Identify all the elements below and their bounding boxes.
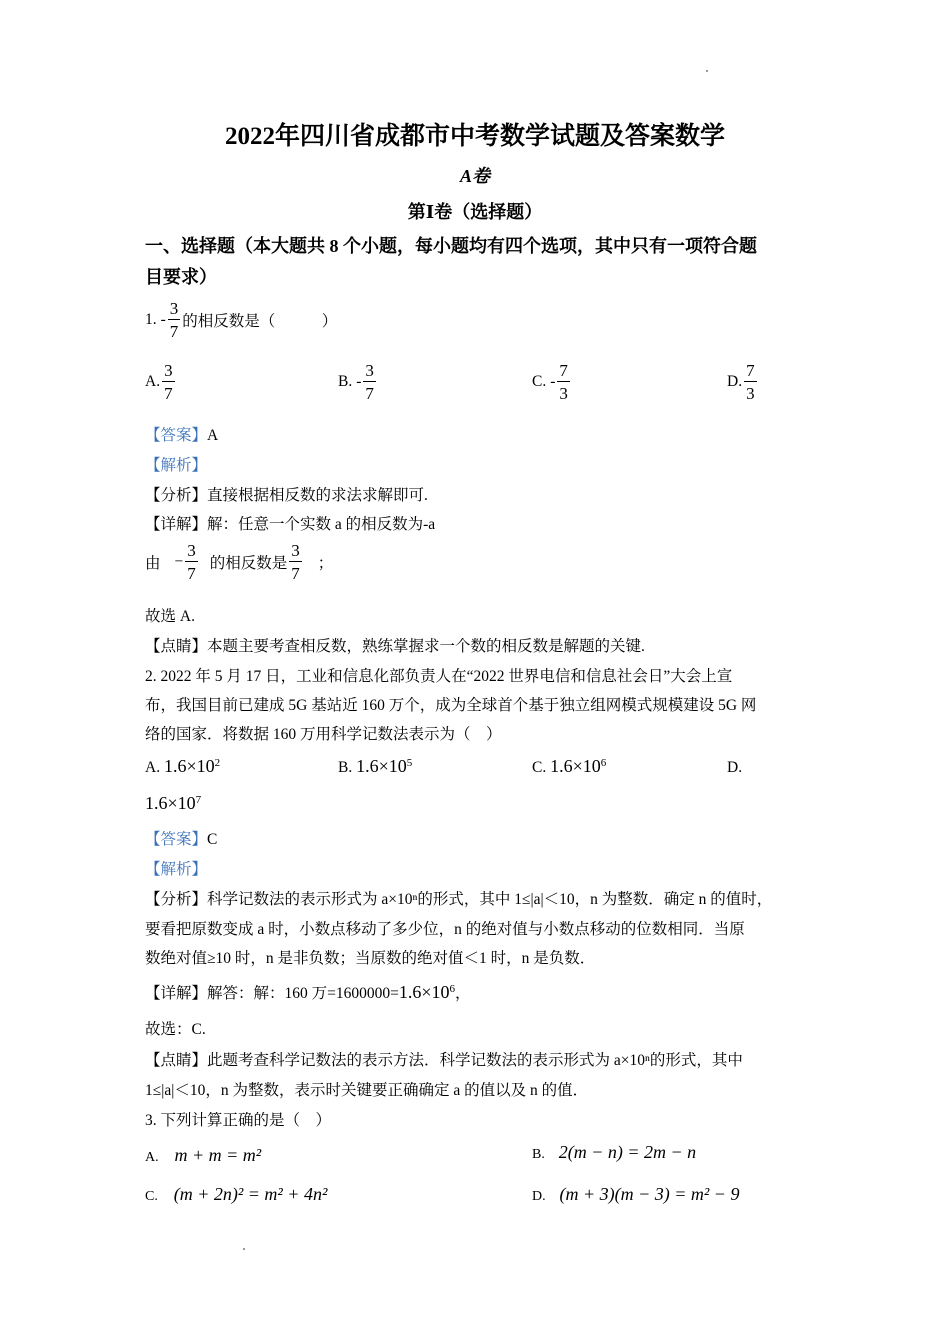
q1-numerator: 3	[169, 299, 179, 318]
option-expr: (m + 2n)² = m² + 4n²	[173, 1184, 328, 1204]
q1-analysis-tag: 【解析】	[145, 457, 208, 474]
q2-analysis-tag: 【解析】	[145, 861, 208, 878]
q2-xiangjie	[145, 981, 471, 1003]
option-denominator: 3	[746, 384, 755, 403]
q1-option-c	[532, 362, 572, 402]
q1-you: 由	[145, 555, 161, 572]
option-denominator: 7	[365, 384, 374, 403]
q1-option-b	[338, 362, 378, 402]
option-fraction	[363, 362, 376, 402]
q2-option-d-label: D.	[727, 759, 743, 776]
option-sign: -	[550, 373, 556, 390]
option-expr: 1.6×10	[356, 756, 407, 776]
option-expr: (m + 3)(m − 3) = m² − 9	[559, 1184, 740, 1204]
option-label: D.	[532, 1189, 546, 1204]
answer-value: A	[207, 427, 219, 444]
q2-xiangjie-math: 1.6×10	[398, 982, 450, 1002]
option-denominator: 3	[559, 384, 568, 403]
q1-fenxi: 【分析】直接根据相反数的求法求解即可.	[145, 487, 428, 504]
option-label: B.	[338, 759, 353, 776]
option-expr: 2(m − n) = 2m − n	[558, 1142, 697, 1162]
q1-mid-text: 的相反数是	[209, 555, 288, 572]
option-label: D.	[727, 373, 743, 390]
q3-stem: 3. 下列计算正确的是（ ）	[145, 1112, 332, 1129]
q1-derivation-fraction-2	[289, 542, 302, 582]
option-fraction	[162, 362, 175, 402]
q2-stem-line2: 布，我国目前已建成 5G 基站近 160 万个，成为全球首个基于独立组网模式规模建设 5G 网	[145, 697, 757, 714]
q1-minus: -	[160, 311, 166, 328]
q2-option-a	[145, 756, 220, 777]
option-label: C.	[532, 759, 547, 776]
option-fraction	[557, 362, 570, 402]
option-numerator: 7	[559, 361, 568, 380]
option-numerator: 3	[164, 361, 173, 380]
option-numerator: 7	[746, 361, 755, 380]
q3-option-d	[532, 1184, 739, 1205]
numerator: 3	[187, 541, 196, 560]
option-label: C.	[145, 1189, 158, 1204]
q2-xiangjie-end: ，	[455, 985, 471, 1002]
option-label: A.	[145, 373, 161, 390]
q1-dianjing: 【点睛】本题主要考查相反数，熟练掌握求一个数的相反数是解题的关键.	[145, 638, 645, 655]
option-label: B.	[532, 1147, 545, 1162]
part-label: 第Ⅰ卷（选择题）	[407, 202, 543, 222]
option-denominator: 7	[164, 384, 173, 403]
option-exp: 5	[406, 756, 413, 769]
q1-denominator: 7	[169, 322, 179, 341]
option-expr: 1.6×10	[163, 756, 215, 776]
denominator: 7	[291, 564, 300, 583]
option-exp: 7	[195, 793, 202, 806]
option-expr: 1.6×10	[550, 756, 601, 776]
q2-guxuan: 故选：C.	[145, 1021, 206, 1038]
q2-option-d	[145, 793, 201, 814]
page-mark-top	[706, 70, 708, 72]
q2-option-b	[338, 756, 412, 777]
q1-stem-text: 的相反数是（ ）	[182, 313, 338, 330]
question-1-stem	[145, 300, 337, 340]
option-sign: -	[356, 373, 362, 390]
q2-stem-line1: 2. 2022 年 5 月 17 日，工业和信息化部负责人在“2022 世界电信和信息社会日”大会上宣	[145, 668, 733, 685]
option-label: A.	[145, 1150, 159, 1165]
section-heading-line2: 目要求）	[145, 267, 217, 287]
q1-fraction	[168, 300, 181, 340]
option-label: A.	[145, 759, 161, 776]
denominator: 7	[187, 564, 196, 583]
page-mark-bottom	[243, 1248, 245, 1250]
q2-fenxi-line1: 【分析】科学记数法的表示形式为 a×10ⁿ的形式，其中 1≤|a|＜10，n 为整数．确定 n 的值时，	[145, 891, 773, 908]
section-heading-line1: 一、选择题（本大题共 8 个小题，每小题均有四个选项，其中只有一项符合题	[145, 236, 757, 256]
q2-fenxi-line3: 数绝对值≥10 时，n 是非负数；当原数的绝对值＜1 时，n 是负数．	[145, 950, 596, 967]
volume-label: A卷	[459, 166, 490, 186]
q1-derivation-fraction-1	[185, 542, 198, 582]
answer-tag: 【答案】	[145, 831, 208, 848]
answer-value: C	[207, 831, 218, 848]
q1-guxuan: 故选 A.	[145, 608, 195, 625]
q2-xiangjie-exp: 6	[449, 982, 456, 995]
q2-stem-line3: 络的国家．将数据 160 万用科学记数法表示为（ ）	[145, 726, 502, 743]
q3-option-a	[145, 1145, 261, 1166]
answer-tag: 【答案】	[145, 427, 208, 444]
doc-title: 2022年四川省成都市中考数学试题及答案数学	[224, 123, 725, 150]
numerator: 3	[291, 541, 300, 560]
q3-option-b	[532, 1142, 696, 1163]
option-fraction	[744, 362, 757, 402]
q1-derivation	[145, 542, 333, 582]
q1-semicolon: ；	[317, 555, 334, 572]
q2-xiangjie-text: 【详解】解答：解：160 万=1600000=	[145, 985, 399, 1002]
q2-dianjing-line2: 1≤|a|＜10，n 为整数，表示时关键要正确确定 a 的值以及 n 的值．	[145, 1082, 589, 1099]
q2-dianjing-line1: 【点睛】此题考查科学记数法的表示方法．科学记数法的表示形式为 a×10ⁿ的形式，其中	[145, 1052, 743, 1069]
q3-option-c	[145, 1184, 327, 1205]
option-exp: 6	[600, 756, 607, 769]
option-label: B.	[338, 373, 353, 390]
option-numerator: 3	[365, 361, 374, 380]
q2-option-c	[532, 756, 606, 777]
q1-number: 1.	[145, 311, 157, 328]
q1-you-minus: −	[174, 553, 184, 570]
q2-answer	[145, 827, 217, 849]
q1-option-d	[727, 362, 759, 402]
option-expr: 1.6×10	[145, 793, 196, 813]
q2-fenxi-line2: 要看把原数变成 a 时，小数点移动了多少位，n 的绝对值与小数点移动的位数相同．当原	[145, 921, 745, 938]
option-expr: m + m = m²	[174, 1145, 262, 1165]
q1-answer	[145, 423, 218, 445]
q1-xiangjie: 【详解】解：任意一个实数 a 的相反数为-a	[145, 516, 436, 533]
option-label: C.	[532, 373, 547, 390]
q1-option-a	[145, 362, 177, 402]
option-exp: 2	[214, 756, 221, 769]
